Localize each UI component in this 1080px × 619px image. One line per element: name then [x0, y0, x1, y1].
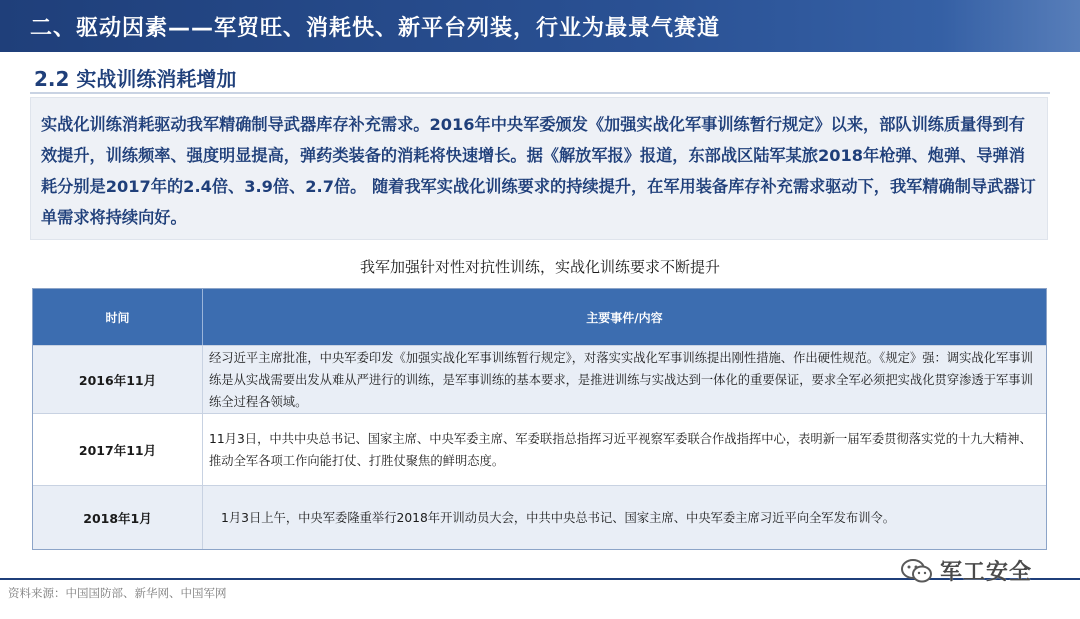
- table-caption: 我军加强针对性对抗性训练，实战化训练要求不断提升: [359, 258, 720, 276]
- row-time: 2018年1月: [33, 486, 203, 549]
- table-header-time: 时间: [33, 289, 203, 345]
- header-bar: [0, 0, 1080, 52]
- header-decoration: [940, 0, 1080, 52]
- events-table: [32, 288, 1047, 550]
- source-note: 资料来源：中国国防部、新华网、中国军网: [8, 586, 227, 600]
- watermark-text: 军工安全: [940, 560, 1033, 585]
- row-content: 经习近平主席批准，中央军委印发《加强实战化军事训练暂行规定》，对落实实战化军事训练提出刚性措施、作出硬性规范。《规定》强：调实战化军事训练是从实战需要出发从难从严进行的训练，是军事训练的基本要求，是推进训练与实战达到一体化的重要保证，要求全军必须把实战化贯穿渗透于军事训练全过程各领域。: [209, 350, 1033, 409]
- table-header-row: [33, 289, 1046, 345]
- section-title: 2.2 实战训练消耗增加: [34, 67, 237, 91]
- table-row: [33, 345, 1046, 413]
- section-divider: [30, 92, 1050, 94]
- table-row: [33, 413, 1046, 485]
- watermark: [900, 555, 1032, 586]
- table-header-content: 主要事件/内容: [586, 310, 663, 325]
- row-content: 11月3日，中共中央总书记、国家主席、中央军委主席、军委联指总指挥习近平视察军委联合作战指挥中心，表明新一届军委贯彻落实党的十九大精神、推动全军各项工作向能打仗、打胜仗聚焦的鲜明态度。: [209, 431, 1032, 468]
- row-time: 2017年11月: [33, 414, 203, 485]
- summary-box: [30, 97, 1048, 240]
- summary-text: 实战化训练消耗驱动我军精确制导武器库存补充需求。2016年中央军委颁发《加强实战化军事训练暂行规定》以来，部队训练质量得到有效提升，训练频率、强度明显提高，弹药类装备的消耗将快速增长。据《解放军报》报道，东部战区陆军某旅2018年枪弹、炮弹、导弹消耗分别是2017年的2.4倍、3.9倍、2.7倍。 随着我军实战化训练要求的持续提升，在军用装备库存补充需求驱动下，我军精确制导武器订单需求将持续向好。: [41, 115, 1036, 227]
- wechat-icon: [900, 557, 934, 585]
- table-row: [33, 485, 1046, 549]
- page-title: 二、驱动因素——军贸旺、消耗快、新平台列装，行业为最景气赛道: [30, 15, 721, 41]
- row-content: 1月3日上午，中央军委隆重举行2018年开训动员大会，中共中央总书记、国家主席、中央军委主席习近平向全军发布训令。: [221, 510, 896, 525]
- row-time: 2016年11月: [33, 346, 203, 413]
